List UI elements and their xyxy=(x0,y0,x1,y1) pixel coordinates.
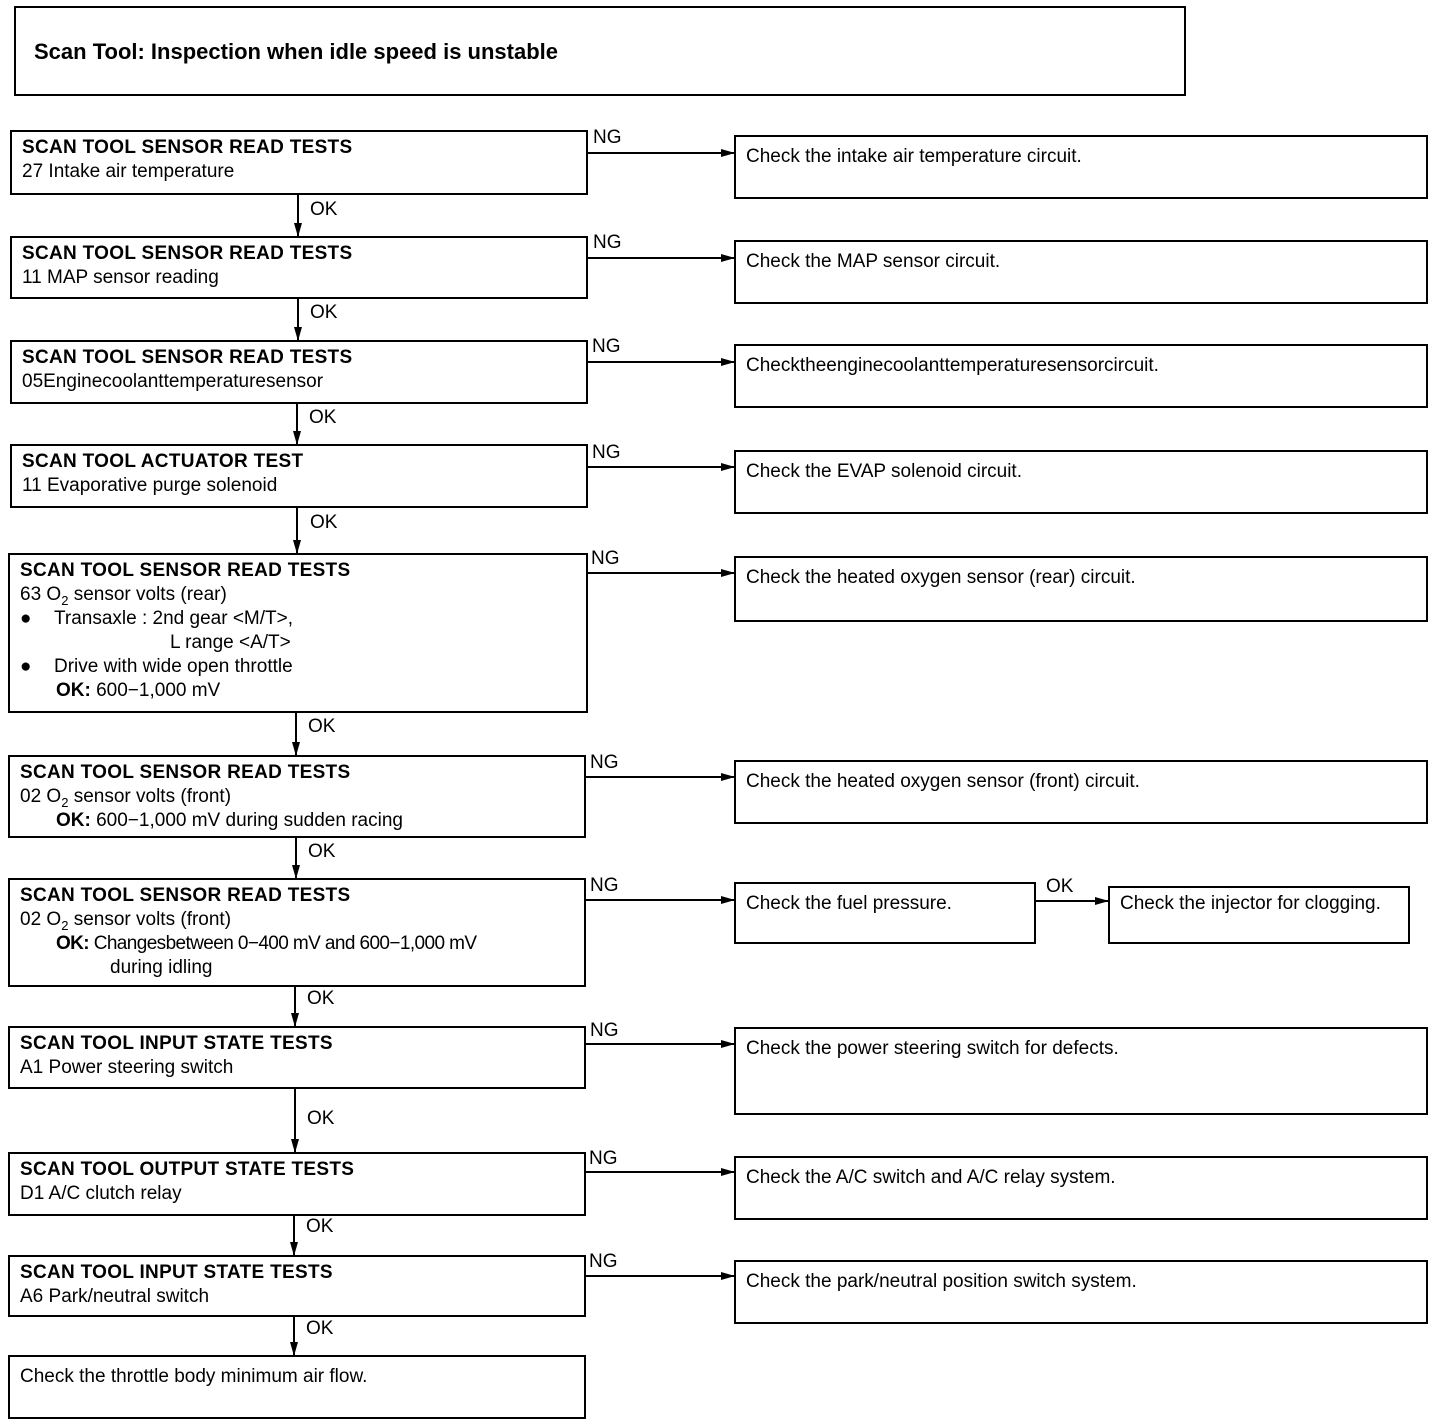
step-6-item-pre: 02 O xyxy=(20,786,62,807)
step-6-item-post: sensor volts (front) xyxy=(68,786,232,807)
step-8-box xyxy=(8,1026,586,1089)
ng-action-3: Checktheenginecoolanttemperaturesensorcircuit. xyxy=(734,344,1428,408)
step-5-bullet-1 xyxy=(20,607,576,631)
step-5-item-pre: 63 O xyxy=(20,584,62,605)
step-9-heading: SCAN TOOL OUTPUT STATE TESTS xyxy=(20,1159,355,1180)
step-9-box xyxy=(8,1152,586,1216)
ng-label-7: NG xyxy=(590,875,619,896)
ng-label-4: NG xyxy=(592,442,621,463)
step-3-item: 05Enginecoolanttemperaturesensor xyxy=(22,371,324,392)
ng-action-10: Check the park/neutral position switch system. xyxy=(734,1260,1428,1324)
ng-label-1: NG xyxy=(593,127,622,148)
step-8-heading: SCAN TOOL INPUT STATE TESTS xyxy=(20,1033,333,1054)
step-7-ok-label: OK: xyxy=(56,933,90,954)
step-7-item-pre: 02 O xyxy=(20,909,62,930)
step-10-item: A6 Park/neutral switch xyxy=(20,1286,210,1307)
step-5-ok-value: 600−1,000 mV xyxy=(90,680,221,701)
ok-label-7: OK xyxy=(307,988,335,1009)
ok-label-6: OK xyxy=(308,841,336,862)
ng-label-8: NG xyxy=(590,1020,619,1041)
final-action: Check the throttle body minimum air flow. xyxy=(8,1355,586,1419)
step-5-ok-label: OK: xyxy=(56,680,91,701)
step-7-ok-criteria xyxy=(20,932,574,956)
step-7-ok-cont: during idling xyxy=(110,957,213,978)
ok-label-5: OK xyxy=(308,716,336,737)
bullet-icon: ● xyxy=(20,656,32,677)
ok-label-fuel: OK xyxy=(1046,876,1074,897)
ng-action-4: Check the EVAP solenoid circuit. xyxy=(734,450,1428,514)
ok-label-10: OK xyxy=(306,1318,334,1339)
step-7-box xyxy=(8,878,586,987)
step-5-box xyxy=(8,553,588,713)
step-7-heading: SCAN TOOL SENSOR READ TESTS xyxy=(20,885,351,906)
step-5-bullet-1-cont: L range <A/T> xyxy=(170,632,291,653)
ng-label-10: NG xyxy=(589,1251,618,1272)
step-6-ok-value: 600−1,000 mV during sudden racing xyxy=(90,810,403,831)
ng-label-6: NG xyxy=(590,752,619,773)
ng-label-2: NG xyxy=(593,232,622,253)
ng-action-9: Check the A/C switch and A/C relay system. xyxy=(734,1156,1428,1220)
ng-action-5: Check the heated oxygen sensor (rear) circuit. xyxy=(734,556,1428,622)
step-5-item-post: sensor volts (rear) xyxy=(68,584,227,605)
step-4-box xyxy=(10,444,588,508)
bullet-icon: ● xyxy=(20,608,32,629)
ok-label-9: OK xyxy=(306,1216,334,1237)
step-6-heading: SCAN TOOL SENSOR READ TESTS xyxy=(20,762,351,783)
step-5-item xyxy=(20,583,576,607)
step-6-item xyxy=(20,785,574,809)
step-7-item xyxy=(20,908,574,932)
ok-label-1: OK xyxy=(310,199,338,220)
step-7-item-post: sensor volts (front) xyxy=(68,909,232,930)
step-8-item: A1 Power steering switch xyxy=(20,1057,234,1078)
ok-label-3: OK xyxy=(309,407,337,428)
step-4-heading: SCAN TOOL ACTUATOR TEST xyxy=(22,451,304,472)
step-5-ok-criteria xyxy=(20,679,576,703)
ng-action-1: Check the intake air temperature circuit. xyxy=(734,135,1428,199)
step-1-box xyxy=(10,130,588,195)
step-2-item: 11 MAP sensor reading xyxy=(22,267,219,288)
ok-action-injector: Check the injector for clogging. xyxy=(1108,886,1410,944)
step-1-item: 27 Intake air temperature xyxy=(22,161,235,182)
step-6-ok-label: OK: xyxy=(56,810,91,831)
step-7-item-sub: 2 xyxy=(61,917,69,933)
step-4-item: 11 Evaporative purge solenoid xyxy=(22,475,278,496)
step-6-ok-criteria xyxy=(20,809,574,833)
step-6-box xyxy=(8,755,586,838)
step-5-bullet-1-text: Transaxle : 2nd gear <M/T>, xyxy=(54,608,294,629)
step-7-ok-value: Changesbetween 0−400 mV and 600−1,000 mV xyxy=(89,933,477,954)
ng-label-3: NG xyxy=(592,336,621,357)
ng-action-8: Check the power steering switch for defects. xyxy=(734,1027,1428,1115)
ok-label-4: OK xyxy=(310,512,338,533)
step-5-bullet-2-text: Drive with wide open throttle xyxy=(54,656,293,677)
step-10-heading: SCAN TOOL INPUT STATE TESTS xyxy=(20,1262,333,1283)
ng-action-2: Check the MAP sensor circuit. xyxy=(734,240,1428,304)
ng-label-5: NG xyxy=(591,548,620,569)
step-5-heading: SCAN TOOL SENSOR READ TESTS xyxy=(20,560,351,581)
step-2-box xyxy=(10,236,588,299)
step-2-heading: SCAN TOOL SENSOR READ TESTS xyxy=(22,243,353,264)
ok-label-2: OK xyxy=(310,302,338,323)
step-10-box xyxy=(8,1255,586,1317)
step-3-heading: SCAN TOOL SENSOR READ TESTS xyxy=(22,347,353,368)
step-6-item-sub: 2 xyxy=(61,794,69,810)
step-5-item-sub: 2 xyxy=(61,592,69,608)
ng-action-7: Check the fuel pressure. xyxy=(734,882,1036,944)
step-9-item: D1 A/C clutch relay xyxy=(20,1183,182,1204)
step-1-heading: SCAN TOOL SENSOR READ TESTS xyxy=(22,137,353,158)
ng-action-6: Check the heated oxygen sensor (front) circuit. xyxy=(734,760,1428,824)
step-3-box xyxy=(10,340,588,404)
step-5-bullet-2 xyxy=(20,655,576,679)
ok-label-8: OK xyxy=(307,1108,335,1129)
page-title: Scan Tool: Inspection when idle speed is unstable xyxy=(14,6,1186,96)
ng-label-9: NG xyxy=(589,1148,618,1169)
